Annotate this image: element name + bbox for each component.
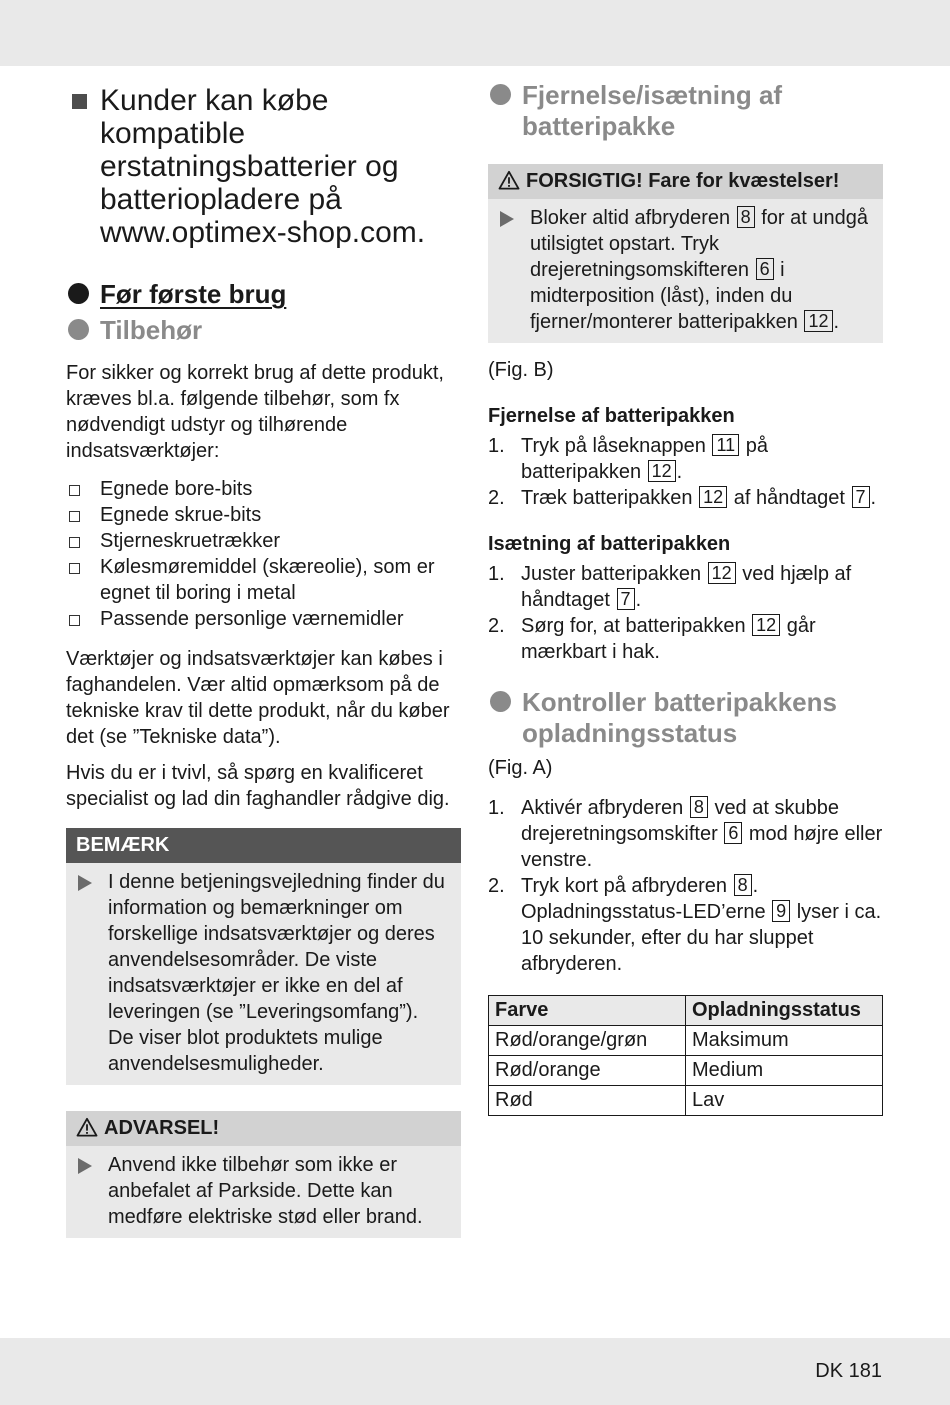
page-number: DK 181 (815, 1360, 882, 1382)
table-cell: Lav (686, 1086, 883, 1116)
part-ref: 8 (690, 796, 708, 818)
footer-band (0, 1338, 950, 1405)
part-ref: 7 (617, 588, 635, 610)
note-box-title: BEMÆRK (66, 828, 461, 863)
list-item: 1. Juster batteripakken 12 ved hjælp af håndtaget 7 . (488, 563, 852, 611)
right-column (488, 80, 883, 1116)
part-ref: 12 (708, 562, 736, 584)
part-ref: 8 (737, 206, 755, 228)
checkbox-icon (69, 537, 80, 548)
part-ref: 11 (712, 434, 739, 456)
checkbox-icon (69, 563, 80, 574)
list-item: Kølesmøremiddel (skæreolie), som er egnet til boring i metal (66, 554, 461, 606)
part-ref: 12 (699, 486, 727, 508)
shop-info-bullet (66, 84, 461, 249)
bullet-dot-icon (68, 319, 89, 340)
shop-info-text: Kunder kan købe kompatible erstatningsbatterier og batteriopladere på www.optimex-shop.com. (100, 84, 426, 249)
part-ref: 12 (752, 614, 780, 636)
section-heading: Før første brug (66, 279, 461, 309)
top-band (0, 0, 950, 66)
column-header: Farve (489, 996, 686, 1026)
arrow-bullet-icon (78, 875, 92, 891)
table-cell: Maksimum (686, 1026, 883, 1056)
table-row (489, 1086, 883, 1116)
part-ref: 6 (724, 822, 742, 844)
list-item: 1. Tryk på låseknappen 11 på batteripakken 12 . (488, 435, 768, 483)
warning-box-title: ADVARSEL! (66, 1111, 461, 1146)
removal-title: Fjernelse af batteripakken (488, 405, 735, 427)
list-item: 1. Aktivér afbryderen 8 ved at skubbe drejeretningsomskifter 6 mod højre eller venstre. (488, 797, 883, 871)
warning-box-body: Anvend ikke tilbehør som ikke er anbefalet af Parkside. Dette kan medføre elektriske stød eller brand. (66, 1146, 461, 1238)
part-ref: 9 (772, 900, 790, 922)
list-item: Stjerneskruetrækker (66, 528, 461, 554)
removal-steps (488, 433, 883, 511)
table-header-row (489, 996, 883, 1026)
part-ref: 6 (756, 258, 774, 280)
battery-removal-heading: Fjernelse/isætning af batteripakke (488, 80, 883, 142)
warning-triangle-icon (498, 170, 520, 190)
table-cell: Medium (686, 1056, 883, 1086)
figure-ref-a: (Fig. A) (488, 757, 553, 779)
insertion-title: Isætning af batteripakken (488, 533, 731, 555)
table-row (489, 1056, 883, 1086)
warning-box (66, 1111, 461, 1238)
list-item: 2. Tryk kort på afbryderen 8 . Opladningsstatus-LED’erne 9 lyser i ca. 10 sekunder, efter du har sluppet afbryderen. (488, 875, 882, 975)
tools-paragraph: Værktøjer og indsatsværktøjer kan købes i faghandelen. Vær altid opmærksom på de tekniske krav til dette produkt, når du køber det (se ”Tekniske data”). (66, 648, 450, 748)
advice-paragraph: Hvis du er i tvivl, så spørg en kvalificeret specialist og lad din faghandler rådgive dig. (66, 762, 450, 810)
insertion-steps (488, 561, 883, 665)
left-column (66, 80, 461, 1238)
caution-box (488, 164, 883, 343)
list-item: 2. Træk batteripakken 12 af håndtaget 7 . (488, 487, 877, 509)
bullet-dot-icon (68, 283, 89, 304)
table-cell: Rød/orange/grøn (489, 1026, 686, 1056)
bullet-dot-icon (490, 84, 511, 105)
table-cell: Rød/orange (489, 1056, 686, 1086)
figure-ref-b: (Fig. B) (488, 359, 554, 381)
accessories-list (66, 476, 461, 632)
note-box (66, 828, 461, 1085)
table-row (489, 1026, 883, 1056)
charge-status-heading: Kontroller batteripakkens opladningsstatus (488, 687, 883, 749)
part-ref: 8 (734, 874, 752, 896)
column-header: Opladningsstatus (686, 996, 883, 1026)
square-bullet-icon (72, 94, 87, 109)
warning-triangle-icon (76, 1117, 98, 1137)
caution-box-body: Bloker altid afbryderen 8 for at undgå utilsigtet opstart. Tryk drejeretningsomskifteren 6 i midterposition (låst), inden du fjerner/monterer batteripakken 12 . (488, 199, 883, 343)
charge-check-steps (488, 795, 883, 977)
part-ref: 12 (804, 310, 832, 332)
part-ref: 12 (648, 460, 676, 482)
list-item: 2. Sørg for, at batteripakken 12 går mærkbart i hak. (488, 615, 816, 663)
arrow-bullet-icon (78, 1158, 92, 1174)
note-box-body: I denne betjeningsvejledning finder du information og bemærkninger om forskellige indsatsværktøjer og deres anvendelsesområder. De viste indsatsværktøjer er ikke en del af leveringen (se ”Leveringsomfang”). De viser blot produktets mulige anvendelsesmuligheder. (66, 863, 461, 1085)
bullet-dot-icon (490, 691, 511, 712)
part-ref: 7 (852, 486, 870, 508)
list-item: Egnede bore-bits (66, 476, 461, 502)
table-cell: Rød (489, 1086, 686, 1116)
checkbox-icon (69, 511, 80, 522)
checkbox-icon (69, 485, 80, 496)
accessories-intro: For sikker og korrekt brug af dette produkt, kræves bl.a. følgende tilbehør, som fx nødvendigt udstyr og tilhørende indsatsværktøjer: (66, 362, 444, 462)
checkbox-icon (69, 615, 80, 626)
list-item: Egnede skrue-bits (66, 502, 461, 528)
accessories-heading: Tilbehør (66, 315, 461, 346)
caution-box-title: FORSIGTIG! Fare for kvæstelser! (488, 164, 883, 199)
list-item: Passende personlige værnemidler (66, 606, 461, 632)
charge-status-table (488, 995, 883, 1116)
arrow-bullet-icon (500, 211, 514, 227)
